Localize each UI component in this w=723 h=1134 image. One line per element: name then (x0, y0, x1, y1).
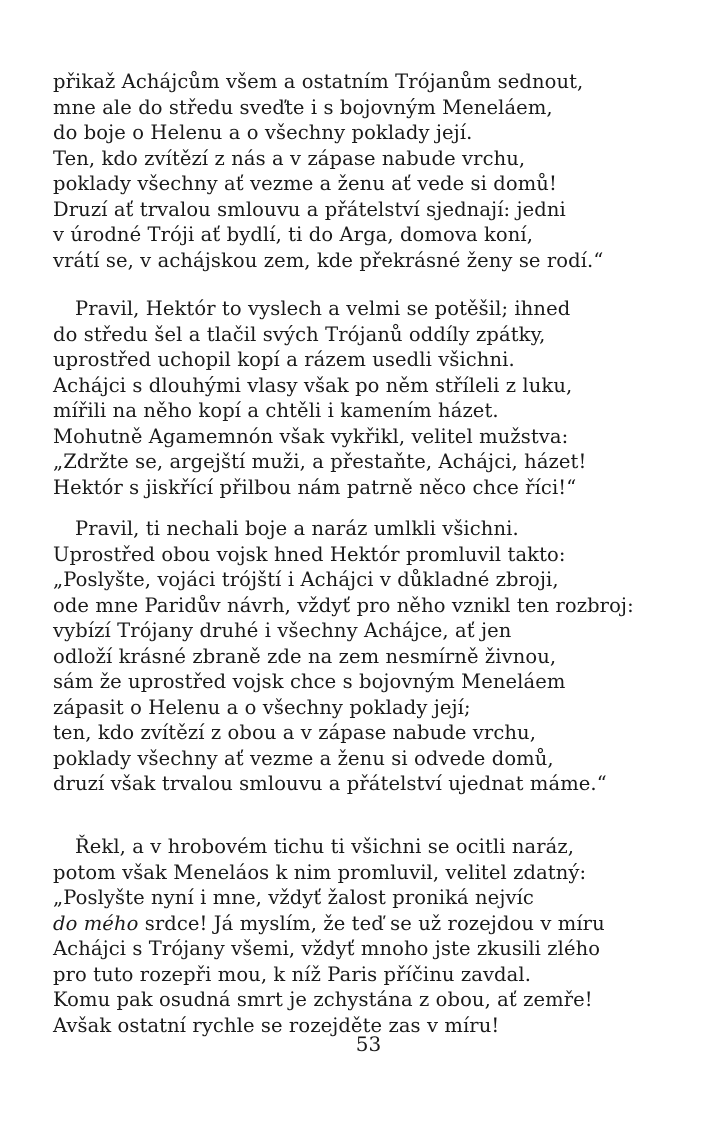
verse-line: uprostřed uchopil kopí a rázem usedli všichni. (53, 348, 515, 371)
stanza-1 (53, 69, 603, 273)
verse-line: potom však Meneláos k nim promluvil, velitel zdatný: (53, 860, 587, 884)
verse-line: do boje o Helenu a o všechny poklady její. (53, 121, 473, 144)
verse-line: Ten, kdo zvítězí z nás a v zápase nabude vrchu, (53, 146, 526, 170)
verse-line-rest: srdce! Já myslím, že teď se už rozejdou v míru (138, 911, 605, 935)
verse-line: mířili na něho kopí a chtěli i kamením házet. (53, 399, 499, 422)
stanza-4 (53, 834, 605, 1038)
stanza-2 (53, 296, 586, 500)
verse-line: Uprostřed obou vojsk hned Hektór promluvil takto: (53, 542, 566, 566)
verse-line: Pravil, Hektór to vyslech a velmi se potěšil; ihned (75, 297, 571, 320)
verse-line: poklady všechny ať vezme a ženu ať vede si domů! (53, 172, 557, 195)
verse-line: druzí však trvalou smlouvu a přátelství ujednat máme.“ (53, 772, 607, 795)
verse-line: „Poslyšte nyní i mne, vždyť žalost proniká nejvíc (53, 886, 534, 909)
verse-line: Achájci s dlouhými vlasy však po něm stříleli z luku, (53, 373, 573, 397)
verse-line: „Poslyšte, vojáci trójští i Achájci v důkladné zbroji, (53, 568, 559, 591)
verse-line: do středu šel a tlačil svých Trójanů oddíly zpátky, (53, 322, 546, 346)
verse-line: Achájci s Trójany všemi, vždyť mnoho jste zkusili zlého (53, 937, 601, 960)
verse-line: odloží krásné zbraně zde na zem nesmírně živnou, (53, 644, 557, 668)
verse-line: Pravil, ti nechali boje a naráz umlkli všichni. (75, 517, 519, 540)
verse-line: Avšak ostatní rychle se rozejděte zas v míru! (53, 1013, 500, 1037)
verse-line (53, 911, 605, 937)
verse-line: Komu pak osudná smrt je zchystána z obou, ať zemře! (53, 988, 593, 1011)
verse-line: poklady všechny ať vezme a ženu si odvede domů, (53, 746, 554, 770)
page-number: 53 (355, 1032, 382, 1056)
verse-line: vybízí Trójany druhé i všechny Achájce, ať jen (53, 619, 512, 642)
verse-line: Řekl, a v hrobovém tichu ti všichni se ocitli naráz, (75, 835, 575, 858)
verse-line: Druzí ať trvalou smlouvu a přátelství sjednají: jedni (53, 197, 566, 221)
verse-line: „Zdržte se, argejští muži, a přestaňte, Achájci, házet! (53, 450, 587, 473)
stanza-3 (53, 516, 634, 797)
verse-line: pro tuto rozepři mou, k níž Paris příčinu zavdal. (53, 962, 532, 986)
emphasized-text: do mého (53, 911, 139, 935)
verse-line: ode mne Paridův návrh, vždyť pro něho vznikl ten rozbroj: (53, 593, 634, 617)
verse-line: v úrodné Tróji ať bydlí, ti do Arga, domova koní, (53, 223, 534, 246)
verse-line: Mohutně Agamemnón však vykřikl, velitel mužstva: (53, 424, 569, 448)
verse-line: sám že uprostřed vojsk chce s bojovným Meneláem (53, 670, 566, 693)
verse-line: ten, kdo zvítězí z obou a v zápase nabude vrchu, (53, 721, 536, 744)
verse-line: mne ale do středu sveďte i s bojovným Meneláem, (53, 95, 553, 119)
verse-line: zápasit o Helenu a o všechny poklady její; (53, 695, 471, 719)
verse-line: přikaž Achájcům všem a ostatním Trójanům sednout, (53, 70, 584, 93)
verse-line: vrátí se, v achájskou zem, kde překrásné ženy se rodí.“ (53, 248, 604, 272)
verse-line: Hektór s jiskřící přilbou nám patrně něco chce říci!“ (53, 475, 577, 499)
